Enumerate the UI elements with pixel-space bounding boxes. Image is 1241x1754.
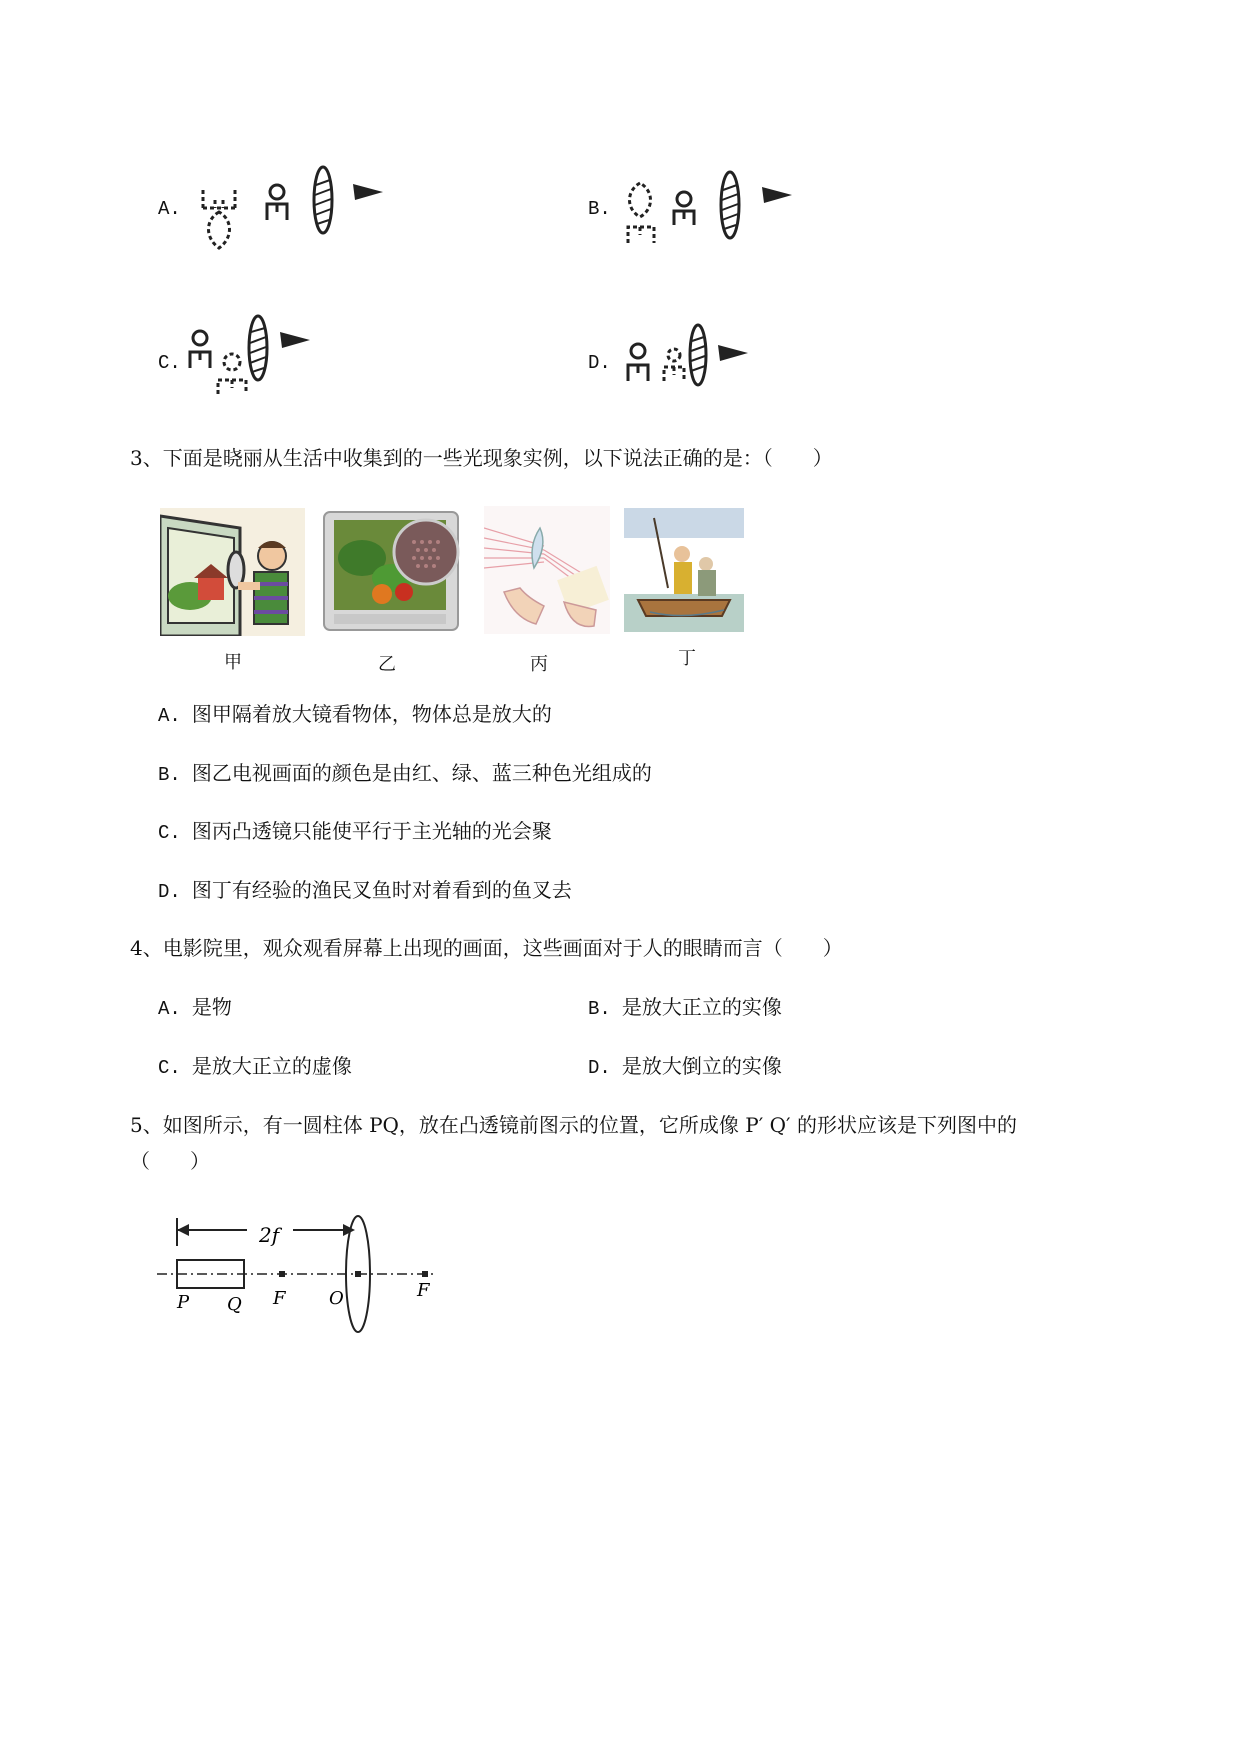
picture-yi [322, 508, 460, 632]
label-q: Q [227, 1294, 242, 1315]
label-f-left: F [273, 1288, 286, 1309]
q3-option-b[interactable] [158, 763, 652, 786]
q4-option-d[interactable] [588, 1056, 782, 1079]
q4-option-a[interactable] [158, 997, 232, 1020]
option-d-figure [618, 315, 778, 400]
q3-option-d[interactable] [158, 880, 572, 903]
arrowhead-left [177, 1224, 189, 1236]
q5-lens-diagram [155, 1210, 455, 1345]
option-text: 是放大倒立的实像 [621, 1054, 782, 1078]
option-letter: B. [588, 198, 611, 220]
q3-option-c[interactable] [158, 821, 552, 844]
option-text: 是放大正立的虚像 [191, 1054, 352, 1078]
option-text: 图丙凸透镜只能使平行于主光轴的光会聚 [191, 819, 552, 843]
q5-stem-line2: （ ） [130, 1149, 210, 1173]
caption-ding: 丁 [678, 648, 696, 669]
option-letter: B. [158, 764, 181, 786]
focal-point-left [279, 1271, 285, 1277]
q5-stem-line1: 5、如图所示，有一圆柱体 PQ，放在凸透镜前图示的位置，它所成像 P′ Q′ 的形状应该是下列图中的 [130, 1113, 1017, 1137]
option-letter: A. [158, 998, 181, 1020]
caption-jia: 甲 [224, 652, 242, 673]
cylinder-pq [177, 1260, 244, 1288]
picture-bing [484, 506, 610, 634]
option-text: 是物 [191, 995, 232, 1019]
q4-option-c[interactable] [158, 1056, 352, 1079]
option-text: 图丁有经验的渔民叉鱼时对着看到的鱼叉去 [191, 878, 572, 902]
option-letter: D. [158, 881, 181, 903]
q3-stem: 3、下面是晓丽从生活中收集到的一些光现象实例，以下说法正确的是：（ ） [130, 446, 833, 470]
label-o: O [329, 1288, 344, 1309]
option-a-figure [195, 160, 395, 260]
q3-option-a[interactable] [158, 704, 552, 727]
picture-jia [160, 508, 305, 636]
distance-label: 2f [259, 1223, 280, 1247]
focal-point-right [422, 1271, 428, 1277]
option-b-figure [620, 165, 820, 255]
option-letter: A. [158, 705, 181, 727]
option-letter: D. [588, 1057, 611, 1079]
option-text: 图甲隔着放大镜看物体，物体总是放大的 [191, 702, 552, 726]
option-text: 是放大正立的实像 [621, 995, 782, 1019]
option-text: 图乙电视画面的颜色是由红、绿、蓝三种色光组成的 [191, 761, 652, 785]
option-c-figure [180, 310, 340, 400]
q4-stem: 4、电影院里，观众观看屏幕上出现的画面，这些画面对于人的眼睛而言（ ） [130, 936, 843, 960]
option-letter: C. [158, 352, 181, 374]
label-f-right: F [417, 1280, 430, 1301]
option-letter: B. [588, 998, 611, 1020]
label-p: P [177, 1292, 190, 1313]
caption-yi: 乙 [378, 654, 396, 675]
picture-ding [624, 508, 744, 632]
option-letter: D. [588, 352, 611, 374]
option-letter: A. [158, 198, 181, 220]
optical-center [355, 1271, 361, 1277]
option-letter: C. [158, 1057, 181, 1079]
q4-option-b[interactable] [588, 997, 782, 1020]
option-letter: C. [158, 822, 181, 844]
caption-bing: 丙 [530, 654, 548, 675]
